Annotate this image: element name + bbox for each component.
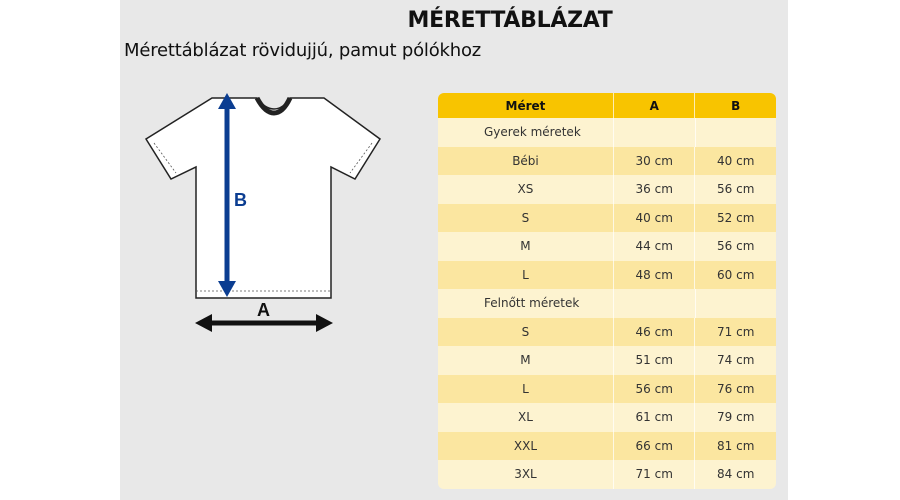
a-cell: 51 cm bbox=[613, 346, 695, 375]
a-cell: 36 cm bbox=[613, 175, 695, 204]
section-label: Felnőtt méretek bbox=[484, 296, 580, 311]
size-cell: L bbox=[522, 267, 529, 282]
a-cell: 40 cm bbox=[613, 204, 695, 233]
table-row bbox=[438, 147, 776, 176]
a-cell: 66 cm bbox=[613, 432, 695, 461]
empty-cell bbox=[613, 118, 694, 147]
table-body bbox=[438, 118, 776, 489]
header-a: A bbox=[613, 93, 695, 118]
size-cell: XXL bbox=[513, 438, 538, 453]
a-cell: 46 cm bbox=[613, 318, 695, 347]
section-row bbox=[438, 289, 776, 318]
section-label: Gyerek méretek bbox=[484, 125, 581, 140]
table-row bbox=[438, 261, 776, 290]
table-header bbox=[438, 93, 776, 118]
a-cell: 30 cm bbox=[613, 147, 695, 176]
table-row bbox=[438, 318, 776, 347]
empty-cell bbox=[613, 289, 694, 318]
size-cell: L bbox=[522, 381, 529, 396]
table-row bbox=[438, 232, 776, 261]
table-row bbox=[438, 432, 776, 461]
size-cell: S bbox=[521, 324, 530, 339]
size-cell: 3XL bbox=[514, 467, 537, 482]
label-b: B bbox=[234, 190, 247, 210]
table-row bbox=[438, 403, 776, 432]
size-cell: Bébi bbox=[512, 153, 539, 168]
b-cell: 79 cm bbox=[694, 403, 776, 432]
b-cell: 74 cm bbox=[694, 346, 776, 375]
a-cell: 71 cm bbox=[613, 460, 695, 489]
page-title: MÉRETTÁBLÁZAT bbox=[407, 8, 613, 33]
b-cell: 40 cm bbox=[694, 147, 776, 176]
label-a: A bbox=[257, 300, 270, 320]
a-cell: 61 cm bbox=[613, 403, 695, 432]
b-cell: 56 cm bbox=[694, 232, 776, 261]
b-cell: 60 cm bbox=[694, 261, 776, 290]
a-cell: 48 cm bbox=[613, 261, 695, 290]
b-cell: 76 cm bbox=[694, 375, 776, 404]
tshirt-outline bbox=[146, 98, 380, 298]
size-table bbox=[438, 93, 776, 489]
b-cell: 84 cm bbox=[694, 460, 776, 489]
b-cell: 52 cm bbox=[694, 204, 776, 233]
b-cell: 56 cm bbox=[694, 175, 776, 204]
size-cell: XS bbox=[517, 182, 534, 197]
tshirt-diagram bbox=[140, 85, 390, 345]
empty-cell bbox=[695, 289, 776, 318]
a-cell: 56 cm bbox=[613, 375, 695, 404]
size-cell: S bbox=[521, 210, 530, 225]
header-size: Méret bbox=[505, 98, 546, 113]
section-row bbox=[438, 118, 776, 147]
arrow-a bbox=[195, 300, 333, 332]
table-row bbox=[438, 375, 776, 404]
table-row bbox=[438, 460, 776, 489]
table-row bbox=[438, 346, 776, 375]
size-cell: XL bbox=[518, 410, 533, 425]
size-cell: M bbox=[520, 239, 531, 254]
size-cell: M bbox=[520, 353, 531, 368]
page-subtitle: Mérettáblázat rövidujjú, pamut pólókhoz bbox=[124, 40, 482, 61]
empty-cell bbox=[695, 118, 776, 147]
b-cell: 81 cm bbox=[694, 432, 776, 461]
a-cell: 44 cm bbox=[613, 232, 695, 261]
table-row bbox=[438, 175, 776, 204]
table-row bbox=[438, 204, 776, 233]
b-cell: 71 cm bbox=[694, 318, 776, 347]
header-b: B bbox=[694, 93, 776, 118]
